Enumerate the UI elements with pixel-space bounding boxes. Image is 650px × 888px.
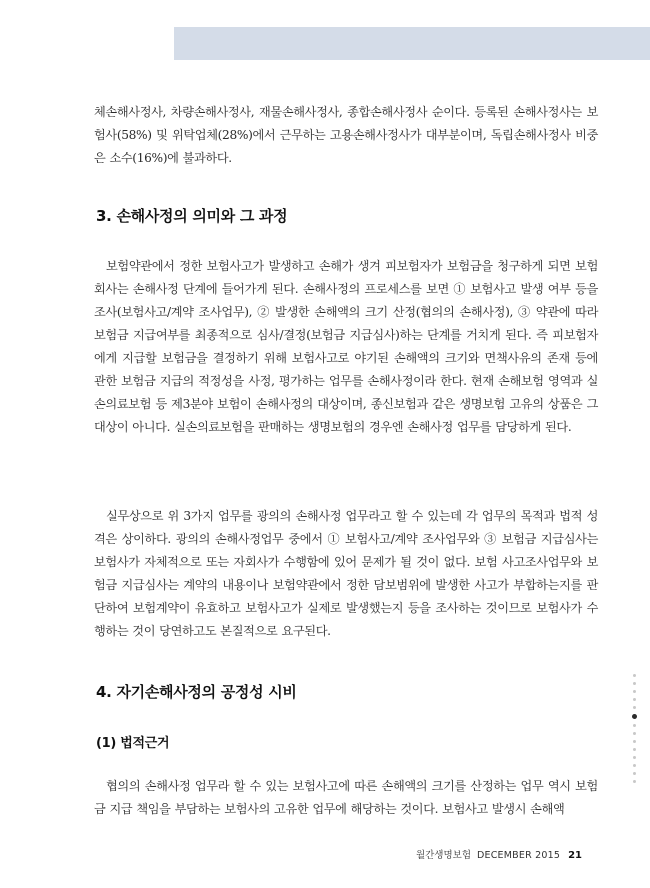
- nav-dot: [633, 740, 636, 743]
- paragraph-4: 협의의 손해사정 업무라 할 수 있는 보험사고에 따른 손해액의 크기를 산정하는 업무 역시 보험금 지급 책임을 부담하는 보험사의 고유한 업무에 해당하는 것이다. 보험사고 발생시 손해액: [94, 779, 598, 816]
- paragraph-1: 체손해사정사, 차량손해사정사, 재물손해사정사, 종합손해사정사 순이다. 등록된 손해사정사는 보험사(58%) 및 위탁업체(28%)에서 근무하는 고용손해사정사가 대부분이며, 독립손해사정사 비중은 소수(16%)에 불과하다.: [94, 105, 598, 165]
- nav-dot: [633, 756, 636, 759]
- nav-dot: [633, 780, 636, 783]
- section-4-heading: 4. 자기손해사정의 공정성 시비: [96, 683, 297, 701]
- nav-dot: [633, 698, 636, 701]
- nav-dot-active: [632, 714, 637, 719]
- nav-dot: [633, 724, 636, 727]
- nav-dot: [633, 748, 636, 751]
- nav-dot: [633, 732, 636, 735]
- subsection-1-heading: (1) 법적근거: [96, 736, 170, 751]
- header-band: [174, 27, 650, 60]
- side-page-indicator: [632, 674, 638, 788]
- nav-dot: [633, 764, 636, 767]
- section-3-heading: 3. 손해사정의 의미와 그 과정: [96, 207, 288, 225]
- issue-date: DECEMBER 2015: [477, 850, 561, 861]
- nav-dot: [633, 682, 636, 685]
- nav-dot: [633, 706, 636, 709]
- paragraph-2: 보험약관에서 정한 보험사고가 발생하고 손해가 생겨 피보험자가 보험금을 청구하게 되면 보험회사는 손해사정 단계에 들어가게 된다. 손해사정의 프로세스를 보면 ① 보험사고 발생 여부 등을 조사(보험사고/계약 조사업무), ② 발생한 손해액의 크기 산정(협의의 손해사정), ③ 약관에 따라 보험금 지급여부를 최종적으로 심사/결정(보험금 지급심사)하는 단계를 거치게 된다. 즉 피보험자에게 지급할 보험금을 결정하기 위해 보험사고로 야기된 손해액의 크기와 면책사유의 존재 등에 관한 보험금 지급의 적정성을 사정, 평가하는 업무를 손해사정이라 한다. 현재 손해보험 영역과 실손의료보험 등 제3분야 보험이 손해사정의 대상이며, 종신보험과 같은 생명보험 고유의 상품은 그 대상이 아니다. 실손의료보험을 판매하는 생명보험의 경우엔 손해사정 업무를 담당하게 된다.: [94, 259, 598, 434]
- page-number: 21: [568, 850, 582, 861]
- page-footer: [416, 847, 582, 861]
- paragraph-3: 실무상으로 위 3가지 업무를 광의의 손해사정 업무라고 할 수 있는데 각 업무의 목적과 법적 성격은 상이하다. 광의의 손해사정업무 중에서 ① 보험사고/계약 조사업무와 ③ 보험금 지급심사는 보험사가 자체적으로 또는 자회사가 수행함에 있어 문제가 될 것이 없다. 보험 사고조사업무와 보험금 지급심사는 계약의 내용이나 보험약관에서 정한 담보범위에 발생한 사고가 부합하는지를 판단하여 보험계약이 유효하고 보험사고가 실제로 발생했는지 등을 조사하는 것이므로 보험사가 수행하는 것이 당연하고도 본질적으로 요구된다.: [94, 509, 598, 638]
- magazine-name: 월간생명보험: [415, 850, 471, 861]
- nav-dot: [633, 772, 636, 775]
- nav-dot: [633, 674, 636, 677]
- nav-dot: [633, 690, 636, 693]
